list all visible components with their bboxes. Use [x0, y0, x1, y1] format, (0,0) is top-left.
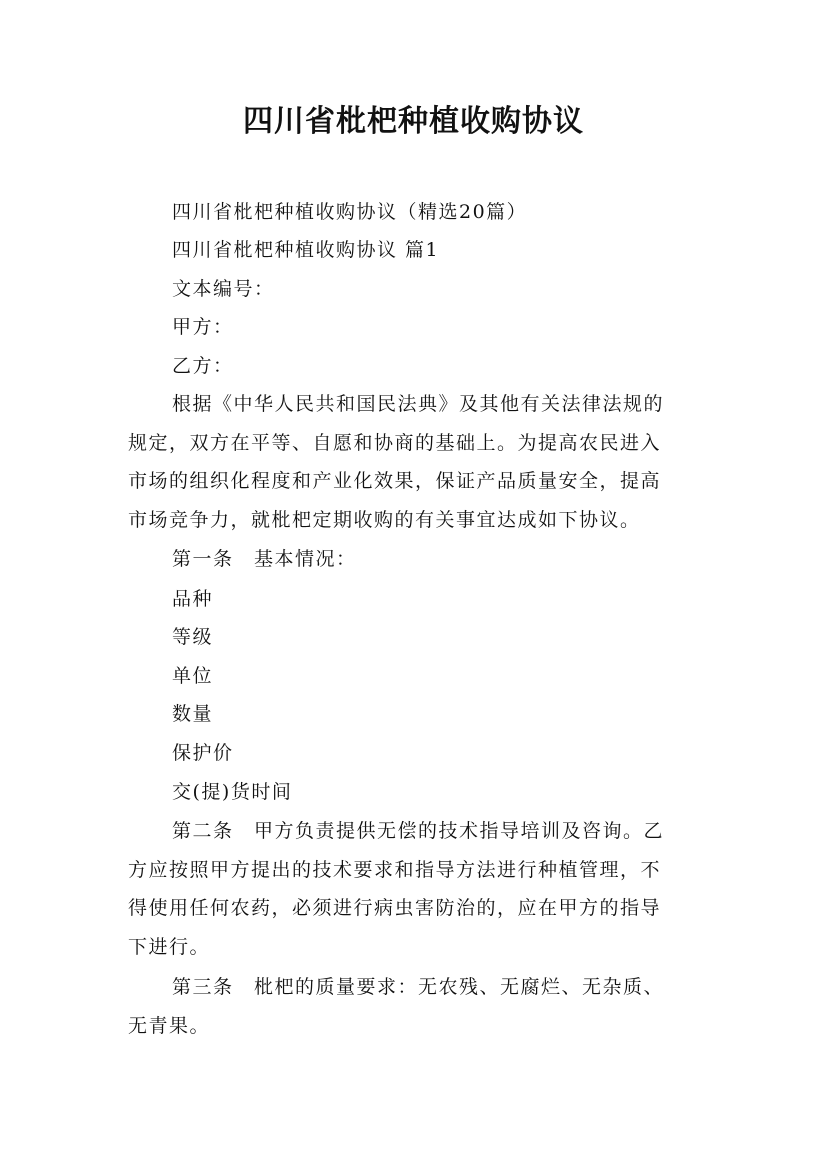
party-a-label: 甲方：: [172, 316, 234, 338]
article-heading: 第一条 基本情况：: [172, 548, 357, 570]
paragraph-line: 方应按照甲方提出的技术要求和指导方法进行种植管理，不: [128, 859, 662, 881]
paragraph-line: 第三条 枇杷的质量要求：无农残、无腐烂、无杂质、: [172, 976, 665, 998]
subtitle-line: 四川省枇杷种植收购协议（精选20篇）: [172, 201, 528, 223]
paragraph-line: 根据《中华人民共和国民法典》及其他有关法律法规的: [172, 393, 665, 415]
paragraph-line: 规定，双方在平等、自愿和协商的基础上。为提高农民进入: [128, 432, 662, 454]
paragraph-line: 得使用任何农药，必须进行病虫害防治的，应在甲方的指导: [128, 897, 662, 919]
paragraph-line: 市场的组织化程度和产业化效果，保证产品质量安全，提高: [128, 470, 662, 492]
list-item: 数量: [172, 703, 214, 725]
list-item: 品种: [172, 588, 214, 610]
paragraph-line: 市场竞争力，就枇杷定期收购的有关事宜达成如下协议。: [128, 509, 641, 531]
paragraph-line: 无青果。: [128, 1015, 211, 1037]
section-heading: 四川省枇杷种植收购协议 篇1: [172, 239, 440, 261]
list-item: 交(提)货时间: [172, 781, 293, 803]
paragraph-line: 下进行。: [128, 936, 211, 958]
party-b-label: 乙方：: [172, 355, 234, 377]
text-number-label: 文本编号：: [172, 278, 275, 300]
document-title: 四川省枇杷种植收购协议: [243, 104, 584, 139]
list-item: 等级: [172, 626, 214, 648]
paragraph-line: 第二条 甲方负责提供无偿的技术指导培训及咨询。乙: [172, 820, 665, 842]
list-item: 单位: [172, 665, 214, 687]
list-item: 保护价: [172, 742, 234, 764]
